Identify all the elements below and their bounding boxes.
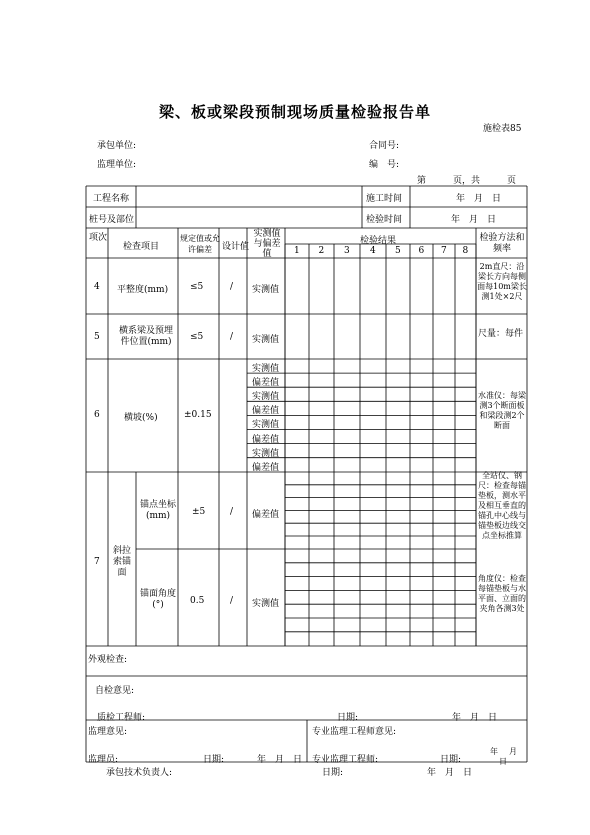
self-check-label: 自检意见: bbox=[95, 686, 135, 696]
row7a-design: / bbox=[230, 507, 234, 517]
supervision-opinion-label: 监理意见: bbox=[88, 727, 128, 737]
row7b-kind: 实测值 bbox=[252, 599, 280, 609]
result-col-6: 6 bbox=[418, 246, 425, 256]
number-label: 编 号: bbox=[369, 160, 400, 170]
row5-kind: 实测值 bbox=[252, 335, 280, 345]
row6-no: 6 bbox=[94, 410, 100, 420]
row7b-spec: 0.5 bbox=[190, 596, 205, 606]
pro-supervisor-label: 专业监理工程师: bbox=[312, 755, 379, 765]
supervisor-date-label: 日期: bbox=[203, 755, 225, 765]
row5-method: 尺量：每件 bbox=[478, 329, 524, 339]
pro-month: 月 bbox=[509, 747, 517, 756]
tech-lead-date-ymd: 年 月 日 bbox=[427, 768, 473, 778]
row7b-sub: 锚面角度(°) bbox=[139, 589, 176, 610]
row5-no: 5 bbox=[94, 332, 100, 342]
row4-no: 4 bbox=[94, 282, 100, 292]
row5-spec: ≤5 bbox=[190, 332, 204, 342]
row6-kind-2: 偏差值 bbox=[252, 378, 280, 389]
pro-supervision-opinion-label: 专业监理工程师意见: bbox=[312, 727, 397, 737]
qc-date-ymd: 年 月 日 bbox=[452, 713, 498, 723]
qc-engineer-label: 质检工程师: bbox=[97, 713, 146, 723]
supervisor-person-label: 监理员: bbox=[88, 755, 119, 765]
page-title: 梁、板或梁段预制现场质量检验报告单 bbox=[158, 103, 431, 121]
result-col-2: 2 bbox=[318, 246, 325, 256]
header-spec: 规定值或允许偏差 bbox=[180, 234, 220, 254]
result-col-7: 7 bbox=[441, 246, 447, 256]
construction-date: 年 月 日 bbox=[456, 194, 502, 204]
row4-item: 平整度(mm) bbox=[117, 285, 169, 295]
header-method: 检验方法和频率 bbox=[479, 233, 525, 254]
result-col-5: 5 bbox=[395, 246, 401, 256]
row6-kind-3: 实测值 bbox=[252, 392, 280, 403]
row7-item: 斜拉索锚面 bbox=[112, 546, 131, 578]
inspection-time-label: 检验时间 bbox=[366, 215, 403, 225]
inspection-date: 年 月 日 bbox=[451, 215, 497, 225]
form-number: 施检表85 bbox=[483, 124, 522, 134]
appearance-check-label: 外观检查: bbox=[88, 655, 128, 665]
row6-method: 水准仪：每梁测3个断面板和梁段测2个断面 bbox=[478, 391, 526, 430]
row7a-sub: 锚点坐标(mm) bbox=[139, 500, 176, 521]
result-col-4: 4 bbox=[370, 246, 376, 256]
result-col-1: 1 bbox=[294, 246, 300, 256]
row4-spec: ≤5 bbox=[190, 282, 204, 292]
pro-year: 年 bbox=[490, 747, 498, 756]
tech-lead-label: 承包技术负责人: bbox=[106, 768, 173, 778]
row5-design: / bbox=[230, 332, 234, 342]
row6-item: 横坡(%) bbox=[124, 413, 158, 423]
row7b-design: / bbox=[230, 596, 234, 606]
row7a-kind: 偏差值 bbox=[252, 510, 280, 520]
header-results: 检验结果 bbox=[360, 236, 397, 246]
project-name-label: 工程名称 bbox=[93, 194, 130, 204]
row4-method: 2m直尺：沿梁长方向每侧面每10m梁长测1处×2尺 bbox=[477, 262, 527, 301]
page-count-label: 第 页，共 页 bbox=[417, 176, 517, 186]
row6-kind-6: 偏差值 bbox=[252, 434, 280, 445]
row4-kind: 实测值 bbox=[252, 285, 280, 295]
pro-day: 日 bbox=[499, 757, 507, 766]
supervisor-unit-label: 监理单位: bbox=[97, 160, 137, 170]
contractor-label: 承包单位: bbox=[97, 141, 137, 151]
pro-supervisor-date-label: 日期: bbox=[440, 755, 462, 765]
row6-kind-5: 实测值 bbox=[252, 420, 280, 431]
header-item-no: 项次 bbox=[88, 233, 107, 243]
tech-lead-date-label: 日期: bbox=[322, 768, 344, 778]
result-col-3: 3 bbox=[344, 246, 350, 256]
supervisor-date-ymd: 年 月 日 bbox=[257, 755, 303, 765]
contract-no-label: 合同号: bbox=[369, 141, 400, 151]
row7a-spec: ±5 bbox=[192, 507, 206, 517]
row6-kind-4: 偏差值 bbox=[252, 406, 280, 417]
result-col-8: 8 bbox=[462, 246, 469, 256]
qc-date-label: 日期: bbox=[337, 713, 359, 723]
header-design: 设计值 bbox=[222, 242, 250, 252]
row7a-method: 全站仪、钢尺：检查每锚垫板，测水平及相互垂直的锚孔中心线与锚垫板边线交点坐标推算 bbox=[478, 471, 526, 540]
row7b-method: 角度仪：检查每锚垫板与水平面、立面的夹角各测3处 bbox=[478, 574, 526, 613]
row4-design: / bbox=[230, 282, 234, 292]
row6-kind-8: 偏差值 bbox=[252, 462, 280, 473]
header-check-item: 检查项目 bbox=[123, 242, 160, 252]
row6-spec: ±0.15 bbox=[184, 410, 212, 420]
row7-no: 7 bbox=[94, 557, 100, 567]
header-measured: 实测值与偏差值 bbox=[253, 229, 281, 259]
construction-time-label: 施工时间 bbox=[366, 194, 403, 204]
row5-item: 横系梁及预埋件位置(mm) bbox=[118, 326, 173, 347]
row6-kind-7: 实测值 bbox=[252, 448, 280, 459]
row6-kind-1: 实测值 bbox=[252, 364, 280, 374]
pile-location-label: 桩号及部位 bbox=[89, 215, 135, 225]
